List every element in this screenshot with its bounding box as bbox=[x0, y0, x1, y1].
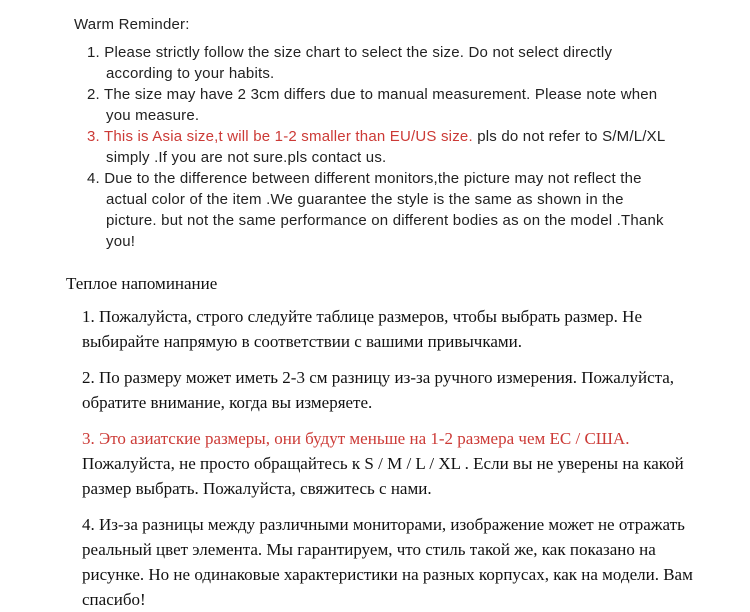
russian-reminder-item-3-red-text: 3. Это азиатские размеры, они будут меньше на 1-2 размера чем ЕС / США. bbox=[82, 429, 630, 448]
russian-reminder-title: Теплое напоминание bbox=[66, 274, 218, 293]
english-reminder-list bbox=[87, 42, 678, 252]
russian-reminder-item-3-black-text: Пожалуйста, не просто обращайтесь к S / M / L / XL . Если вы не уверены на какой размер выбрать. Пожалуйста, свяжитесь с нами. bbox=[82, 454, 684, 498]
english-reminder-title: Warm Reminder: bbox=[74, 16, 190, 33]
english-reminder-item-3-red-text: 3. This is Asia size,t will be 1-2 smaller than EU/US size. bbox=[87, 128, 473, 145]
english-reminder-section bbox=[0, 0, 750, 252]
russian-reminder-list bbox=[82, 304, 706, 612]
russian-reminder-item-3 bbox=[82, 426, 706, 501]
english-reminder-item-3 bbox=[87, 126, 678, 168]
english-reminder-item-1: 1. Please strictly follow the size chart to select the size. Do not select directly according to your habits. bbox=[87, 44, 613, 82]
english-reminder-item-4: 4. Due to the difference between different monitors,the picture may not reflect the actual color of the item .We guarantee the style is the same as shown in the picture. but not the same performance on different bodies as on the model .Thank you! bbox=[87, 170, 664, 250]
russian-reminder-item-1: 1. Пожалуйста, строго следуйте таблице размеров, чтобы выбрать размер. Не выбирайте напрямую в соответствии с вашими привычками. bbox=[82, 307, 642, 351]
russian-reminder-item-2: 2. По размеру может иметь 2-3 см разницу из-за ручного измерения. Пожалуйста, обратите внимание, когда вы измеряете. bbox=[82, 368, 675, 412]
english-reminder-item-3-black-text: pls do not refer to S/M/L/XL simply .If you are not sure.pls contact us. bbox=[106, 128, 665, 166]
russian-reminder-section bbox=[0, 252, 750, 612]
russian-reminder-item-4: 4. Из-за разницы между различными мониторами, изображение может не отражать реальный цвет элемента. Мы гарантируем, что стиль такой же, как показано на рисунке. Но не одинаковые характеристики на разных корпусах, как на модели. Вам спасибо! bbox=[82, 515, 693, 609]
english-reminder-item-2: 2. The size may have 2 3cm differs due to manual measurement. Please note when you measure. bbox=[87, 86, 658, 124]
